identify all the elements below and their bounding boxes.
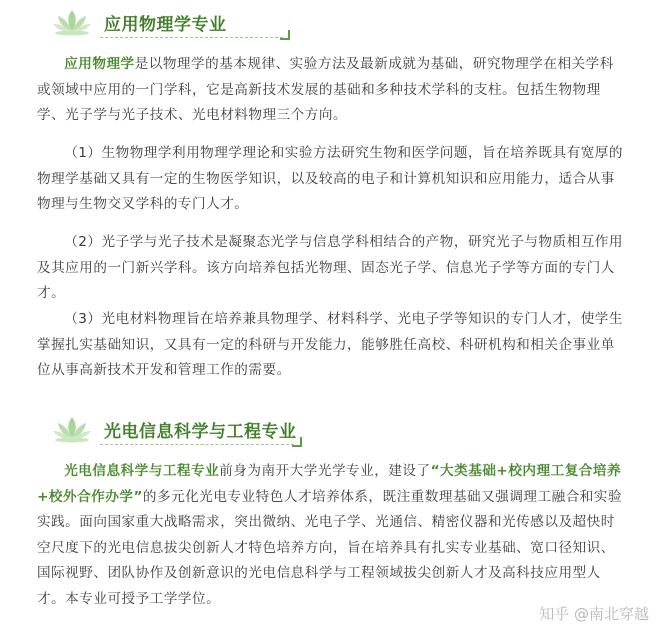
- corner-bracket-icon: [292, 437, 302, 447]
- intro-paragraph: [37, 52, 627, 129]
- title-underline: [100, 444, 294, 445]
- lotus-icon: [52, 8, 92, 36]
- lotus-icon: [52, 415, 92, 443]
- watermark: 知乎 @南北穿越: [539, 605, 649, 623]
- section-title: 应用物理学专业: [104, 15, 227, 35]
- section-title: 光电信息科学与工程专业: [104, 422, 297, 442]
- optoelectronics-paragraph: [37, 459, 627, 612]
- highlight-term: 应用物理学: [64, 56, 135, 72]
- direction-paragraph-3: （3）光电材料物理旨在培养兼具物理学、材料科学、光电子学等知识的专门人才，使学生掌握扎实基础知识，又具有一定的科研与开发能力，能够胜任高校、科研机构和相关企事业单位从事高新技术开发和管理工作的需要。: [37, 311, 623, 378]
- direction-paragraph-2: （2）光子学与光子技术是凝聚态光学与信息学科相结合的产物，研究光子与物质相互作用及其应用的一门新兴学科。该方向培养包括光物理、固态光子学、信息光子学等方面的专门人才。: [37, 234, 623, 301]
- section-header-optoelectronics: [52, 411, 312, 447]
- paragraph-text: 的多元化光电专业特色人才培养体系，既注重数理基础又强调理工融合和实验实践。面向国家重大战略需求，突出微纳、光电子学、光通信、精密仪器和光传感以及超快时空尺度下的光电信息拔尖创新人才特色培养方向，旨在培养具有扎实专业基础、宽口径知识、国际视野、团队协作及创新意识的光电信息科学与工程领域拔尖创新人才及高科技应用型人才。本专业可授予工学学位。: [37, 488, 623, 607]
- section-header-applied-physics: [52, 4, 312, 40]
- highlight-term: 光电信息科学与工程专业: [64, 463, 220, 479]
- direction-paragraph-1: （1）生物物理学利用物理学理论和实验方法研究生物和医学问题，旨在培养既具有宽厚的物理学基础又具有一定的生物医学知识，以及较高的电子和计算机知识和应用能力，适合从事物理与生物交叉学科的专门人才。: [37, 145, 623, 212]
- title-underline: [100, 37, 283, 38]
- highlight-phrase: “大类基础+校内理工复合培养+校外合作办学”: [37, 463, 622, 505]
- intro-text: 是以物理学的基本规律、实验方法及最新成就为基础，研究物理学在相关学科或领域中应用的一门学科，它是高新技术发展的基础和多种技术学科的支柱。包括生物物理学、光子学与光子技术、光电材料物理三个方向。: [37, 56, 614, 123]
- paragraph-text: 前身为南开大学光学专业，建设了: [219, 463, 431, 479]
- corner-bracket-icon: [280, 30, 290, 40]
